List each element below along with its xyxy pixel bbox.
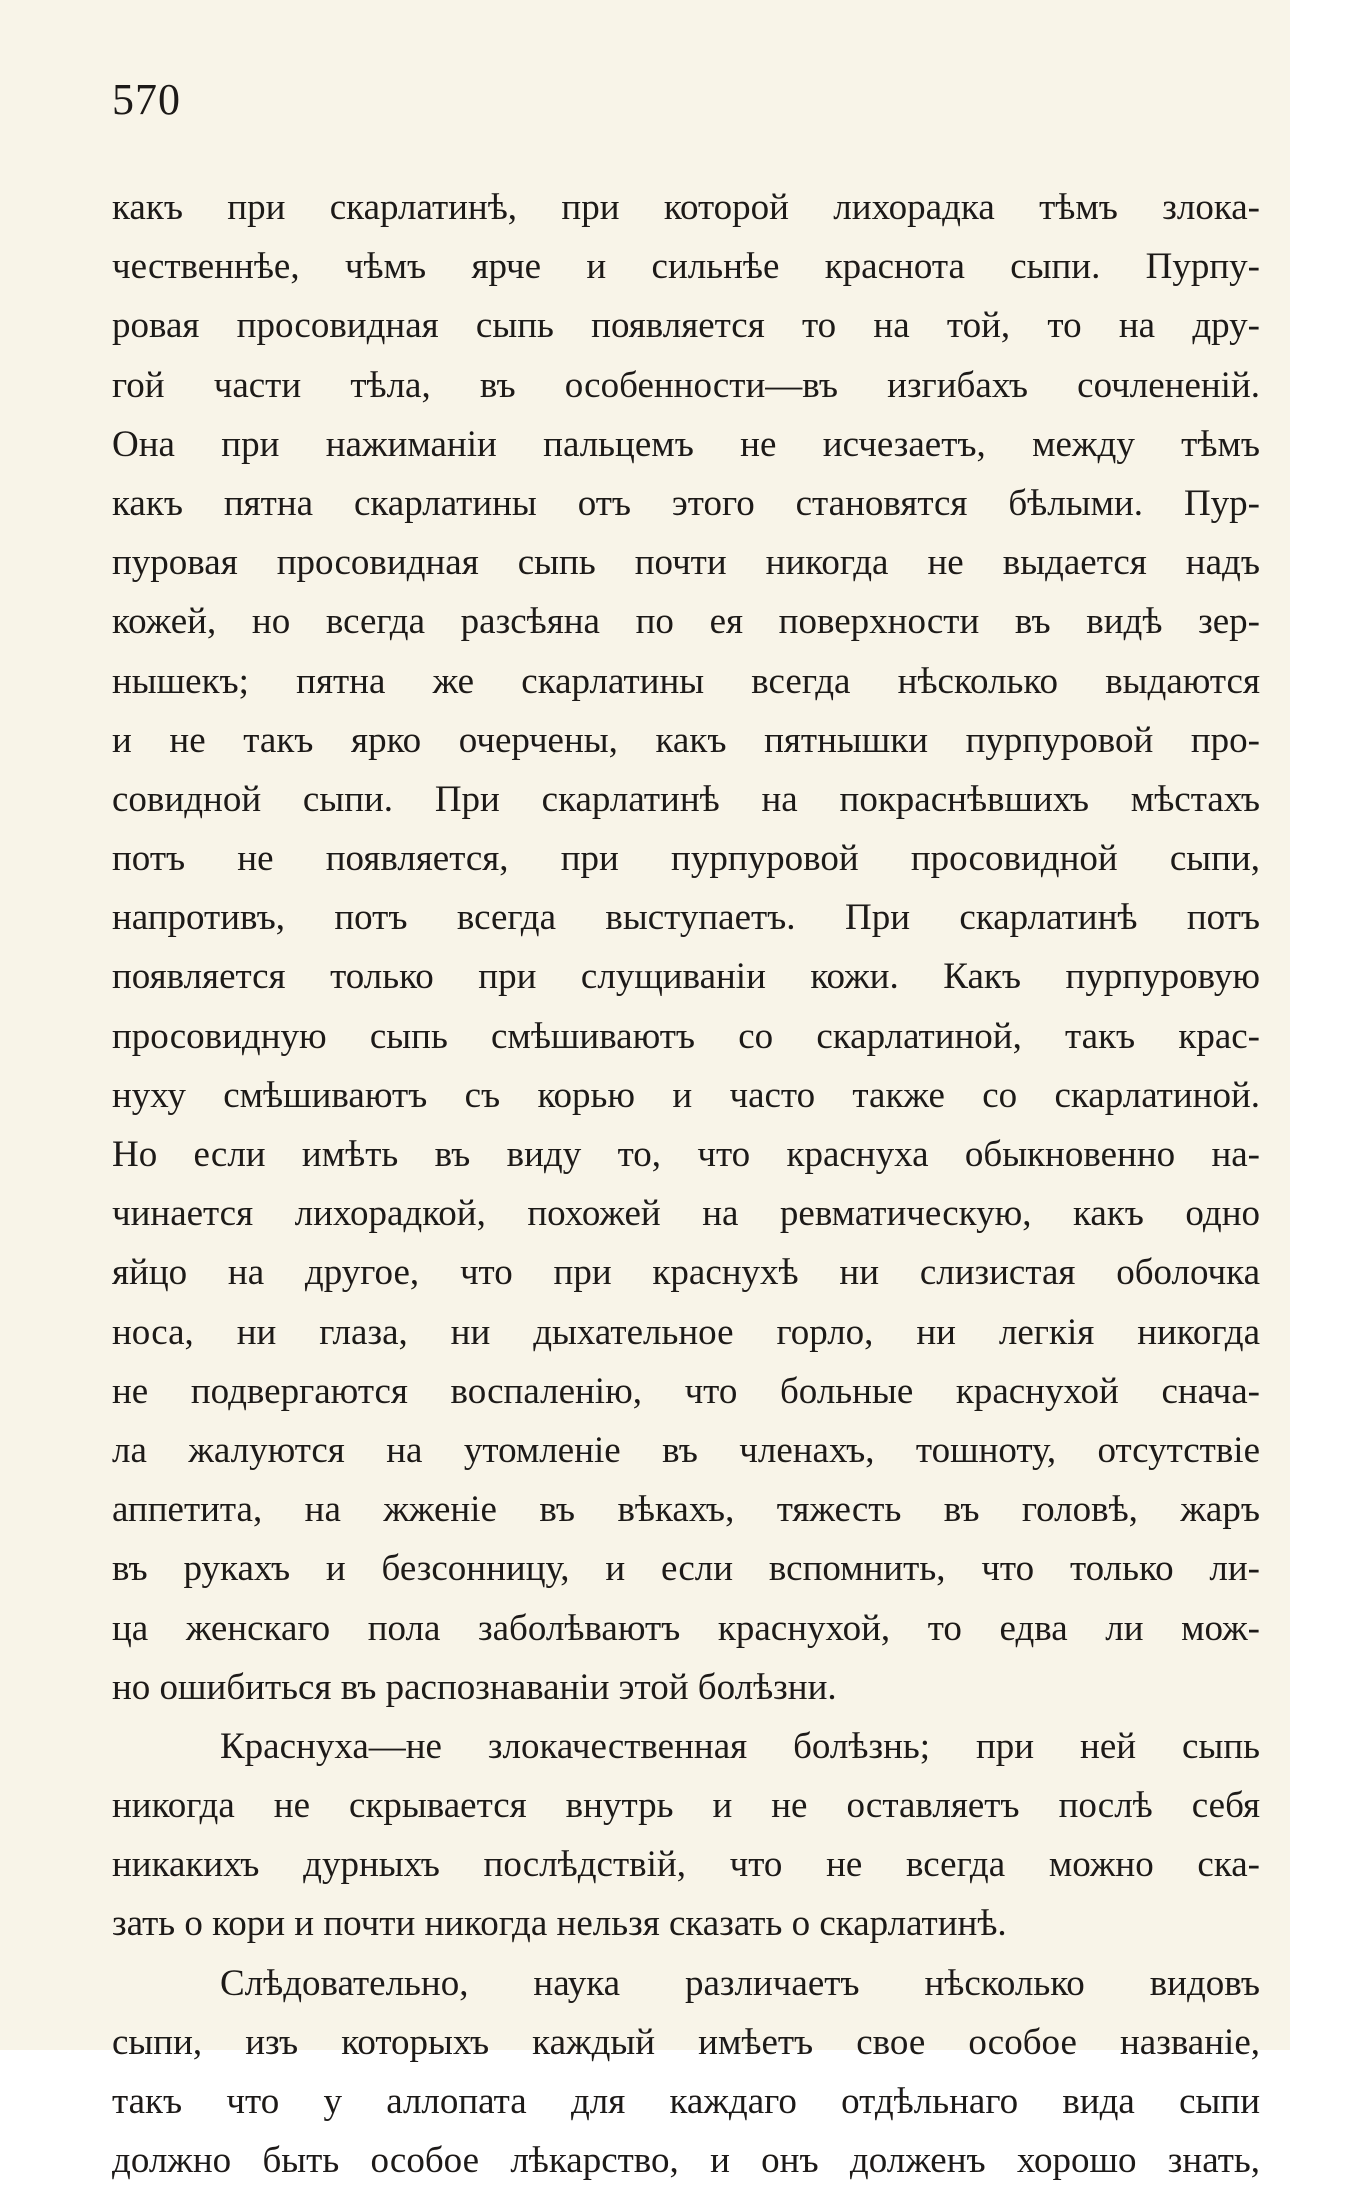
text-line: никогда не скрывается внутрь и не оставляетъ послѣ себя	[112, 1785, 1260, 1827]
body-text	[112, 178, 1260, 2190]
text-line: никакихъ дурныхъ послѣдствій, что не всегда можно ска-	[112, 1844, 1260, 1886]
text-line: пуровая просовидная сыпь почти никогда не выдается надъ	[112, 542, 1260, 584]
text-line: Но если имѣть въ виду то, что краснуха обыкновенно на-	[112, 1134, 1260, 1175]
text-line: такъ что у аллопата для каждаго отдѣльнаго вида сыпи	[112, 2081, 1260, 2122]
text-line: чинается лихорадкой, похожей на ревматическую, какъ одно	[112, 1193, 1260, 1235]
text-line: не подвергаются воспаленію, что больные краснухой снача-	[112, 1370, 1260, 1412]
text-line: кожей, но всегда разсѣяна по ея поверхности въ видѣ зер-	[112, 601, 1260, 643]
text-line: и не такъ ярко очерчены, какъ пятнышки пурпуровой про-	[112, 719, 1260, 761]
text-line: ца женскаго пола заболѣваютъ краснухой, то едва ли мож-	[112, 1607, 1260, 1649]
text-line: должно быть особое лѣкарство, и онъ долженъ хорошо знать,	[112, 2140, 1260, 2182]
text-line: просовидную сыпь смѣшиваютъ со скарлатиной, такъ крас-	[112, 1015, 1260, 1057]
text-line: Она при нажиманіи пальцемъ не исчезаетъ, между тѣмъ	[112, 423, 1260, 465]
text-line: нуху смѣшиваютъ съ корью и часто также со скарлатиной.	[112, 1074, 1260, 1116]
text-line: сыпи, изъ которыхъ каждый имѣетъ свое особое названіе,	[112, 2021, 1260, 2063]
text-line: зать о кори и почти никогда нельзя сказать о скарлатинѣ.	[112, 1903, 1007, 1945]
text-line: носа, ни глаза, ни дыхательное горло, ни легкія никогда	[112, 1311, 1260, 1353]
text-line: нышекъ; пятна же скарлатины всегда нѣсколько выдаются	[112, 660, 1260, 702]
text-line: напротивъ, потъ всегда выступаетъ. При скарлатинѣ потъ	[112, 897, 1260, 939]
page-number: 570	[112, 75, 181, 124]
text-line: въ рукахъ и безсонницу, и если вспомнить, что только ли-	[112, 1548, 1260, 1590]
text-line: гой части тѣла, въ особенности—въ изгибахъ сочлененій.	[112, 364, 1260, 406]
text-line: какъ пятна скарлатины отъ этого становятся бѣлыми. Пур-	[112, 482, 1260, 524]
text-line: ла жалуются на утомленіе въ членахъ, тошноту, отсутствіе	[112, 1429, 1260, 1471]
text-line: совидной сыпи. При скарлатинѣ на покраснѣвшихъ мѣстахъ	[112, 778, 1260, 820]
text-line: Краснуха—не злокачественная болѣзнь; при ней сыпь	[220, 1725, 1260, 1767]
text-line: чественнѣе, чѣмъ ярче и сильнѣе краснота сыпи. Пурпу-	[112, 246, 1260, 288]
text-line: аппетита, на жженіе въ вѣкахъ, тяжесть въ головѣ, жаръ	[112, 1489, 1260, 1531]
text-line: но ошибиться въ распознаваніи этой болѣзни.	[112, 1666, 837, 1708]
text-line: какъ при скарлатинѣ, при которой лихорадка тѣмъ злока-	[112, 187, 1260, 228]
text-line: появляется только при слущиваніи кожи. Какъ пурпуровую	[112, 956, 1260, 998]
text-line: Слѣдовательно, наука различаетъ нѣсколько видовъ	[220, 1962, 1260, 2004]
text-line: потъ не появляется, при пурпуровой просовидной сыпи,	[112, 838, 1260, 880]
text-line: яйцо на другое, что при краснухѣ ни слизистая оболочка	[112, 1252, 1260, 1294]
text-line: ровая просовидная сыпь появляется то на той, то на дру-	[112, 305, 1260, 347]
